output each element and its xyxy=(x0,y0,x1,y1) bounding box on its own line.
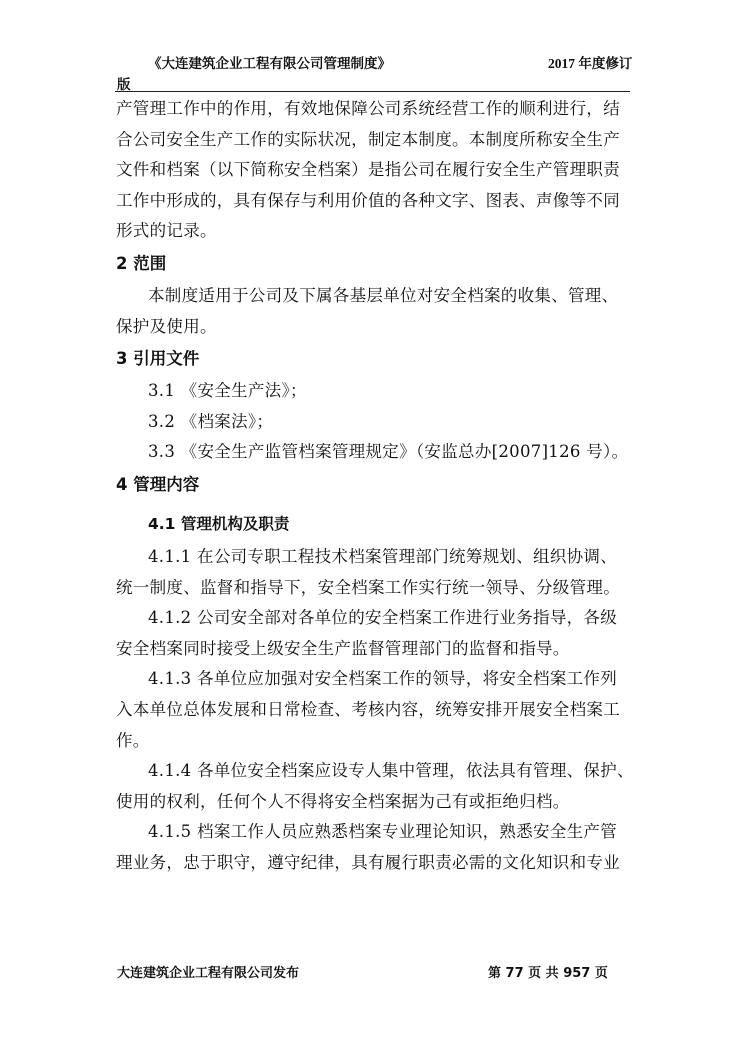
clause-4-1-1: 4.1.1 在公司专职工程技术档案管理部门统筹规划、组织协调、 xyxy=(148,546,618,566)
reference-item: 3.3 《安全生产监管档案管理规定》（安监总办[2007]126 号）。 xyxy=(148,442,629,462)
reference-item: 3.2 《档案法》； xyxy=(148,411,274,431)
document-body xyxy=(116,94,632,878)
intro-line: 文件和档案（以下简称安全档案）是指公司在履行安全生产管理职责 xyxy=(116,160,620,180)
section-2-line: 本制度适用于公司及下属各基层单位对安全档案的收集、管理、 xyxy=(148,285,619,305)
page-header-title: 《大连建筑企业工程有限公司管理制度》 xyxy=(148,56,391,72)
clause-4-1-5-cont: 理业务，忠于职守，遵守纪律，具有履行职责必需的文化知识和专业 xyxy=(116,852,620,872)
footer-page-number: 第 77 页 共 957 页 xyxy=(488,966,608,981)
clause-4-1-5: 4.1.5 档案工作人员应熟悉档案专业理论知识，熟悉安全生产管 xyxy=(148,822,618,842)
clause-4-1-4: 4.1.4 各单位安全档案应设专人集中管理，依法具有管理、保护、 xyxy=(148,761,634,781)
section-2-line: 保护及使用。 xyxy=(116,316,217,336)
intro-line: 工作中形成的，具有保存与利用价值的各种文字、图表、声像等不同 xyxy=(116,190,620,210)
reference-item: 3.1 《安全生产法》； xyxy=(148,381,307,401)
intro-line: 产管理工作中的作用，有效地保障公司系统经营工作的顺利进行，结 xyxy=(116,99,620,118)
clause-4-1-1-cont: 统一制度、监督和指导下，安全档案工作实行统一领导、分级管理。 xyxy=(116,577,620,597)
clause-4-1-3-cont: 作。 xyxy=(116,730,150,750)
clause-4-1-3: 4.1.3 各单位应加强对安全档案工作的领导，将安全档案工作列 xyxy=(148,669,618,689)
clause-4-1-2: 4.1.2 公司安全部对各单位的安全档案工作进行业务指导，各级 xyxy=(148,608,618,628)
section-2-heading: 2 范围 xyxy=(116,253,167,273)
section-3-heading: 3 引用文件 xyxy=(116,349,200,369)
section-4-heading: 4 管理内容 xyxy=(116,474,200,494)
clause-4-1-2-cont: 安全档案同时接受上级安全生产监督管理部门的监督和指导。 xyxy=(116,638,570,658)
clause-4-1-4-cont: 使用的权利，任何个人不得将安全档案据为己有或拒绝归档。 xyxy=(116,791,570,811)
clause-4-1-3-cont: 入本单位总体发展和日常检查、考核内容，统筹安排开展安全档案工 xyxy=(116,699,620,719)
section-4-1-heading: 4.1 管理机构及职责 xyxy=(148,514,290,533)
page-header-wrap: 版 xyxy=(117,77,131,93)
intro-line: 合公司安全生产工作的实际状况，制定本制度。本制度所称安全生产 xyxy=(116,129,620,149)
intro-line: 形式的记录。 xyxy=(116,221,217,241)
page-header-year: 2017 年度修订 xyxy=(548,56,633,71)
footer-company: 大连建筑企业工程有限公司发布 xyxy=(117,966,300,981)
header-rule xyxy=(115,91,630,92)
